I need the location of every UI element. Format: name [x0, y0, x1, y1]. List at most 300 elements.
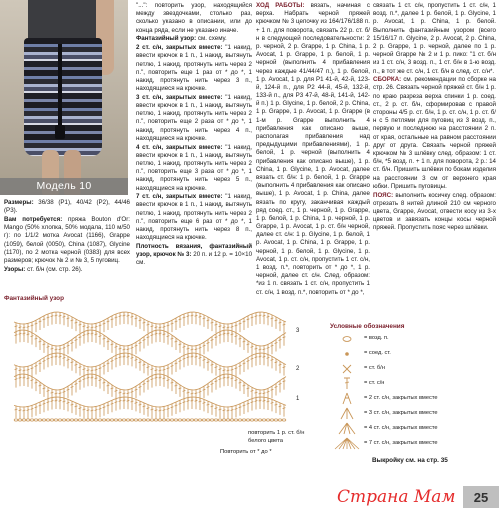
instructions-para: ХОД РАБОТЫ: вязать, начиная с верха. Набрать черной пряжей крючком № 3 цепочку из 164/176/188 п. + 1 п. для поворота, связать 22 р. ст. б/н в следующей последовательности: 2 р. черной, 2 р. Grappe, 1 р. China, 1 р. Avocat, 1 р. Grappe, 1 р. белой, 1 р. черной (выполнить 4 прибавления через каждые 41/44/47 п.), 1 р. белой, 1 р. Avocat, 1 р. для Р1 41-й, 42-й, 123-й, 124-й п., для Р2 44-й, 45-й, 132-й, 133-й п., для Р3 47-й, 48-й, 141-й, 142-й п.) 1 р. Glycine, 1 р. белой, 2 р. China, 1 р. Grappe, 1 р. Avocat, 1 р. Grappe (в 1-м р. Grappe выполнить 4 прибавления как описано выше, располагая прибавления над предыдущими прибавлениями), 1 р. белой, 1 р. черной (выполнить 4 прибавления как описано выше), 1 р. China, 1 р. Glycine, 1 р. Avocat, далее вязать ст. б/н: 1 р. белой, 1 р. Grappe (выполнить 4 прибавления как описано выше), 1 р. Avocat, 1 р. China, далее вязать по кругу, заканчивая каждый ряд соед. ст., 1 р. черной, 1 р. Grappe, 1 р. белой, 1 р. China, 1 р. черной, 1 р. Grappe, 1 р. Avocat, 1 р. ст. б/н черной, далее ст. с/н: 1 р. Glycine, 1 р. белой, 1 р. Avocat, 1 р. China, 1 р. Grappe, 1 р. черной, 1 р. белой, 1 р. Glycine, 1 р. Avocat, 1 р. ст. с/н, пропустить 1 ст. с/н, 1 возд. п.*, повторить от * до *, 1 р. черной, далее ст. с/н. След. образом: *из 1 п. связать 1 ст. с/н, пропустить 1 ст. с/н, 1 возд. п.*, повторить от * до *, [256, 2, 370, 296]
finishing-para: связать 1 ст. с/н, пропустить 1 ст. с/н, 1 возд. п.*, далее 1 р. белой, 1 р. Glycine, 1 р. Avocat, 1 р. China, 1 р. белой. Выполнить фантазийным узором (всего 15/16/17 п. Glycine, 2 р. Avocat, 2 р. China, 2 р. Grappe, 1 р. черной, далее по 1 р. черной Grappe № 2 и 1 р. пико: "1 ст. б/н из 1 ст. с/н, 3 возд. п., 1 ст. б/н в 1-ю возд. п., в тот же ст. с/н, 1 ст. б/н в след. ст. с/н*. [373, 2, 496, 75]
chart-stitch [275, 320, 278, 321]
chart-stitch [19, 327, 22, 328]
chart-stitch [19, 410, 22, 411]
chart-stitch [103, 338, 106, 339]
chart-stitch [67, 389, 70, 390]
chart-stitch [167, 380, 170, 381]
chart-stitch [199, 347, 202, 348]
chart-stitch [183, 358, 186, 359]
chart-stitch [151, 326, 154, 327]
repeat-label: Повторить от * до * [220, 449, 272, 455]
chart-chain [254, 419, 258, 421]
chart-stitch [251, 402, 254, 403]
chart-stitch [171, 382, 174, 383]
chart-stitch [195, 315, 198, 316]
chart-chain [218, 419, 222, 421]
chart-chain [138, 419, 142, 421]
chart-chain [86, 419, 90, 421]
chart-stitch [143, 384, 146, 385]
chart-stitch [283, 324, 286, 325]
chart-stitch [71, 362, 74, 363]
chart-stitch [275, 404, 278, 405]
chart-stitch [59, 315, 62, 316]
chart-stitch [191, 315, 194, 316]
chart-chain [30, 419, 34, 421]
chart-stitch [207, 404, 210, 405]
dc4tog-para: 4 ст. с/н, закрытых вместе: "1 накид, ввести крючок в 1 п., 1 накид, вытянуть петлю, 1 накид, протянуть нить через 2 п.", повторить еще 3 раза от * до *, 1 накид, протянуть нить через 5 п., находящиеся на крючке. [136, 143, 252, 192]
chart-stitch [131, 347, 134, 348]
chart-stitch [131, 316, 134, 317]
chart-stitch [243, 363, 246, 364]
chart-stitch [91, 370, 94, 371]
chart-stitch [267, 316, 270, 317]
chart-stitch [211, 340, 214, 341]
chart-stitch [47, 358, 50, 359]
chart-stitch [107, 341, 110, 342]
chart-stitch [115, 358, 118, 359]
chart-stitch [135, 345, 138, 346]
chart-stitch [271, 318, 274, 319]
chart-chain [270, 419, 274, 421]
chart-stitch [123, 393, 126, 394]
chart-stitch [103, 366, 106, 367]
chart-stitch [139, 404, 142, 405]
chart-stitch [139, 342, 142, 343]
chart-stitch [171, 407, 174, 408]
chart-stitch [283, 337, 286, 338]
chart-stitch [239, 366, 242, 367]
chart-stitch [47, 346, 50, 347]
chart-stitch [123, 349, 126, 350]
chart-chain [74, 419, 78, 421]
chart-stitch [95, 326, 98, 327]
chart-chain [266, 419, 270, 421]
chart-stitch [71, 342, 74, 343]
chain-stitch-icon [330, 332, 364, 345]
chart-stitch [159, 327, 162, 328]
chart-stitch [75, 364, 78, 365]
chart-chain [150, 419, 154, 421]
chart-chain [162, 419, 166, 421]
chart-stitch [255, 316, 258, 317]
chart-stitch [211, 384, 214, 385]
chart-stitch [263, 393, 266, 394]
legend-item: = ст. с/н [330, 376, 496, 391]
chart-chain [158, 419, 162, 421]
chart-stitch [239, 382, 242, 383]
chart-stitch [207, 386, 210, 387]
chart-stitch [79, 381, 82, 382]
legend-item: = возд. п. [330, 331, 496, 346]
chart-stitch [279, 364, 282, 365]
chart-stitch [75, 322, 78, 323]
chart-stitch [19, 370, 22, 371]
chart-stitch [187, 316, 190, 317]
chart-stitch [215, 324, 218, 325]
chart-stitch [139, 362, 142, 363]
chart-stitch [199, 316, 202, 317]
chart-chain [170, 419, 174, 421]
chart-stitch [171, 366, 174, 367]
chart-chain [22, 419, 26, 421]
chart-chain [210, 419, 214, 421]
chart-stitch [235, 336, 238, 337]
chart-stitch [75, 340, 78, 341]
chart-chain [190, 419, 194, 421]
chart-chain [234, 419, 238, 421]
chart-stitch [283, 367, 286, 368]
chart-stitch [135, 402, 138, 403]
chart-stitch [239, 338, 242, 339]
chart-stitch [219, 369, 222, 370]
chart-stitch [179, 388, 182, 389]
chart-stitch [139, 386, 142, 387]
chart-stitch [167, 336, 170, 337]
legend-item: = 4 ст. с/н, закрытых вместе [330, 421, 496, 436]
chart-stitch [31, 408, 34, 409]
braided-belt [58, 44, 62, 134]
chart-stitch [111, 319, 114, 320]
chart-stitch [75, 384, 78, 385]
chart-stitch [131, 391, 134, 392]
chart-chain [118, 419, 122, 421]
fancy-pattern-para: Фантазийный узор: см. схему. [136, 35, 227, 43]
chart-stitch [219, 379, 222, 380]
chart-stitch [243, 385, 246, 386]
chart-stitch [23, 370, 26, 371]
chart-stitch [23, 327, 26, 328]
chart-stitch [111, 360, 114, 361]
chart-chain [26, 419, 30, 421]
chart-stitch [15, 369, 18, 370]
chart-stitch [199, 391, 202, 392]
chart-stitch [63, 391, 66, 392]
chart-stitch [283, 408, 286, 409]
chart-stitch [47, 317, 50, 318]
chart-stitch [31, 368, 34, 369]
repeat-note: "...": повторить узор, находящийся между звездочками, столько раз, сколько указано в описании, или до конца ряда, если не указано иначе. [136, 2, 252, 34]
chart-stitch [279, 340, 282, 341]
chart-stitch [271, 402, 274, 403]
chart-stitch [39, 341, 42, 342]
chart-stitch [107, 321, 110, 322]
chart-stitch [39, 405, 42, 406]
chart-stitch [71, 386, 74, 387]
chart-stitch [223, 370, 226, 371]
chart-stitch [203, 318, 206, 319]
chart-chain [230, 419, 234, 421]
chart-chain [58, 419, 62, 421]
chart-stitch [135, 389, 138, 390]
chart-stitch [47, 390, 50, 391]
chart-stitch [175, 363, 178, 364]
chart-stitch [43, 388, 46, 389]
chart-stitch [107, 405, 110, 406]
chart-stitch [59, 393, 62, 394]
chart-chain [110, 419, 114, 421]
chart-stitch [207, 320, 210, 321]
chart-stitch [219, 409, 222, 410]
chart-stitch [259, 349, 262, 350]
chart-stitch [167, 408, 170, 409]
chart-stitch [263, 349, 266, 350]
chart-stitch [143, 322, 146, 323]
chart-chain [106, 419, 110, 421]
chart-stitch [103, 407, 106, 408]
chart-stitch [219, 326, 222, 327]
chart-stitch [271, 389, 274, 390]
chart-stitch [223, 327, 226, 328]
chart-stitch [239, 407, 242, 408]
chart-stitch [139, 320, 142, 321]
model-top [28, 0, 98, 40]
belt-para: ПОЯС: выполнить косичку след. образом: отрезать 8 нитей длиной 210 см черного цвета, Grappe, Avocat, отвести косу из 3-х цветов и завязать концы косы черной пряжей. Пропустить пояс через шлёвки. [373, 191, 496, 232]
chart-chain [258, 419, 262, 421]
chart-stitch [75, 406, 78, 407]
chart-stitch [167, 325, 170, 326]
chart-stitch [215, 337, 218, 338]
chart-chain [94, 419, 98, 421]
chart-chain [38, 419, 42, 421]
chart-stitch [23, 410, 26, 411]
chart-stitch [271, 345, 274, 346]
chart-stitch [187, 392, 190, 393]
chart-stitch [191, 393, 194, 394]
chart-stitch [235, 408, 238, 409]
chart-stitch [83, 379, 86, 380]
chart-stitch [235, 368, 238, 369]
chart-stitch [123, 315, 126, 316]
chart-chain [250, 419, 254, 421]
chart-stitch [39, 363, 42, 364]
chart-stitch [35, 366, 38, 367]
assembly-para: СБОРКА: см. рекомендации по сборке на стр. 26. Связать черной пряжей ст. б/н 1 р. по краю разреза верха спинки 1 р. соед. ст., 2 р. ст. б/н, сформировав с правой стороны 4/5 р. ст. б/н, 1 р. ст. с/н, 1 р. ст. б/н с 5 петлями для пуговиц из 3 возд. п., первую и последнюю на расстоянии 2 п. от края, остальные на равном расстоянии друг от друга. Связать черной пряжей крючком № 3 шлёвку след. образом: 1 ст. б/н, *5 возд. п. + 1 п. для поворота, 2 р.: 14 ст. б/н. Пришить шлёвки по бокам изделия на расстоянии 3 см от верхнего края юбки. Пришить пуговицы. [373, 76, 496, 190]
chart-stitch [275, 342, 278, 343]
chart-stitch [199, 401, 202, 402]
chart-stitch [103, 323, 106, 324]
chart-chain [54, 419, 58, 421]
chart-row-line [14, 330, 286, 346]
dc4tog-icon [330, 422, 364, 435]
chart-chain [166, 419, 170, 421]
chart-stitch [255, 392, 258, 393]
chart-stitch [159, 370, 162, 371]
belt-tassel [55, 125, 65, 139]
chart-stitch [179, 319, 182, 320]
chart-stitch [267, 391, 270, 392]
chart-stitch [231, 409, 234, 410]
assembly-column [373, 2, 496, 233]
chart-stitch [91, 327, 94, 328]
chart-stitch [171, 338, 174, 339]
chart-stitch [211, 364, 214, 365]
chart-stitch [87, 327, 90, 328]
chart-stitch [167, 368, 170, 369]
chart-stitch [107, 385, 110, 386]
chart-stitch [71, 320, 74, 321]
chart-chain [50, 419, 54, 421]
chart-chain [154, 419, 158, 421]
chart-stitch [255, 348, 258, 349]
materials-para: Вам потребуется: пряжа Bouton d'Or: Mango (50% хлопка, 50% модала, 110 м/50 г): по 1/1/2 мотка Avocat (1166), Grappe (1059), белой (0050), China (1087), Glycine (1170), по 2 мотка черной (0383) для всех размеров; крючок № 2 и № 3, 5 пуговиц. [4, 215, 130, 264]
chart-stitch [147, 381, 150, 382]
chart-stitch [15, 409, 18, 410]
chart-stitch [251, 390, 254, 391]
chart-stitch [79, 408, 82, 409]
chart-stitch [107, 363, 110, 364]
chart-stitch [227, 327, 230, 328]
chart-stitch [31, 336, 34, 337]
chart-stitch [87, 410, 90, 411]
chart-stitch [175, 385, 178, 386]
chart-stitch [31, 380, 34, 381]
chart-stitch [135, 359, 138, 360]
chart-stitch [35, 338, 38, 339]
chart-stitch [283, 381, 286, 382]
row-label-3: 3 [296, 328, 300, 334]
chart-chain [182, 419, 186, 421]
chart-stitch [247, 403, 250, 404]
chart-stitch [279, 406, 282, 407]
chart-stitch [131, 401, 134, 402]
chart-chain [78, 419, 82, 421]
chart-stitch [147, 367, 150, 368]
pattern-reference: Выкройку см. на стр. 35 [372, 457, 448, 464]
chart-row-line [14, 397, 286, 407]
chart-stitch [131, 357, 134, 358]
dc2tog-para: 2 ст. с/н, закрытых вместе: "1 накид, ввести крючок в 1 п., 1 накид, вытянуть петлю, 1 накид, протянуть нить через 2 п.", повторить еще 1 раз от * до *, 1 накид, протянуть нить через 3 п., находящиеся на крючке. [136, 44, 252, 93]
chart-chain [274, 419, 278, 421]
chart-stitch [91, 410, 94, 411]
chart-stitch [275, 362, 278, 363]
chart-stitch [259, 393, 262, 394]
chart-stitch [27, 326, 30, 327]
chart-stitch [159, 410, 162, 411]
chart-stitch [199, 357, 202, 358]
chart-stitch [43, 319, 46, 320]
diagram-title: Фантазийный узор [4, 295, 64, 302]
chart-chain [46, 419, 50, 421]
chart-stitch [279, 322, 282, 323]
chart-stitch [179, 344, 182, 345]
chart-stitch [251, 358, 254, 359]
chart-stitch [67, 345, 70, 346]
chart-stitch [79, 337, 82, 338]
chart-stitch [151, 379, 154, 380]
materials-column [4, 199, 130, 274]
chart-stitch [247, 360, 250, 361]
chart-stitch [127, 315, 130, 316]
row-label-1: 1 [296, 396, 300, 402]
chart-stitch [215, 381, 218, 382]
chart-stitch [183, 390, 186, 391]
chart-stitch [103, 382, 106, 383]
chart-stitch [155, 410, 158, 411]
chart-stitch [27, 369, 30, 370]
chart-stitch [67, 318, 70, 319]
chart-stitch [55, 349, 58, 350]
chart-chain [146, 419, 150, 421]
chart-stitch [243, 341, 246, 342]
chart-stitch [143, 364, 146, 365]
chart-stitch [39, 385, 42, 386]
chart-stitch [267, 401, 270, 402]
chart-stitch [119, 348, 122, 349]
chart-stitch [231, 326, 234, 327]
chart-stitch [15, 379, 18, 380]
chart-chain [194, 419, 198, 421]
chart-stitch [127, 349, 130, 350]
chart-stitch [31, 325, 34, 326]
chart-chain [214, 419, 218, 421]
chart-stitch [263, 315, 266, 316]
chart-stitch [147, 408, 150, 409]
chart-stitch [39, 321, 42, 322]
chart-chain [226, 419, 230, 421]
chart-stitch [235, 380, 238, 381]
chart-chain [90, 419, 94, 421]
chart-chain [278, 419, 282, 421]
chart-stitch [27, 409, 30, 410]
chart-stitch [35, 407, 38, 408]
chart-chain [14, 419, 18, 421]
model-label: Модель 10 [0, 178, 128, 195]
chart-stitch [163, 369, 166, 370]
chart-stitch [187, 348, 190, 349]
chart-stitch [179, 360, 182, 361]
chart-stitch [35, 382, 38, 383]
chart-chain [246, 419, 250, 421]
chart-stitch [155, 370, 158, 371]
chart-stitch [63, 316, 66, 317]
chart-chain [102, 419, 106, 421]
sizes-para: Размеры: 36/38 (P1), 40/42 (P2), 44/46 (P3). [4, 199, 130, 215]
chart-stitch [79, 367, 82, 368]
row-label-2: 2 [296, 366, 300, 372]
legend-item: = ст. б/н [330, 361, 496, 376]
chart-stitch [35, 323, 38, 324]
dc3tog-para: 3 ст. с/н, закрытых вместе: "1 накид, ввести крючок в 1 п., 1 накид, вытянуть петлю, 1 накид, протянуть нить через 2 п.", повторить еще 2 раза от * до *, 1 накид, протянуть нить через 4 п., находящиеся на крючке. [136, 93, 252, 142]
chart-stitch [115, 317, 118, 318]
chart-chain [282, 419, 286, 421]
chart-stitch [267, 347, 270, 348]
chart-stitch [95, 369, 98, 370]
slip-stitch-icon [330, 347, 364, 360]
chart-stitch [111, 403, 114, 404]
chart-stitch [247, 319, 250, 320]
chart-stitch [203, 345, 206, 346]
chart-stitch [175, 405, 178, 406]
chart-stitch [67, 402, 70, 403]
chart-stitch [191, 349, 194, 350]
chart-stitch [119, 316, 122, 317]
legend-item: = 7 ст. с/н, закрытых вместе [330, 436, 496, 451]
dc2tog-icon [330, 392, 364, 405]
chart-stitch [59, 349, 62, 350]
chart-stitch [79, 324, 82, 325]
chart-stitch [55, 393, 58, 394]
chart-stitch [147, 337, 150, 338]
stitch-definitions-column [136, 2, 252, 268]
chart-stitch [43, 344, 46, 345]
diagram-note: повторить 1 р. ст. б/н белого цвета [248, 430, 305, 444]
chart-stitch [251, 346, 254, 347]
chart-stitch [99, 368, 102, 369]
chart-stitch [99, 336, 102, 337]
chart-stitch [247, 388, 250, 389]
chart-chain [34, 419, 38, 421]
chart-stitch [175, 341, 178, 342]
